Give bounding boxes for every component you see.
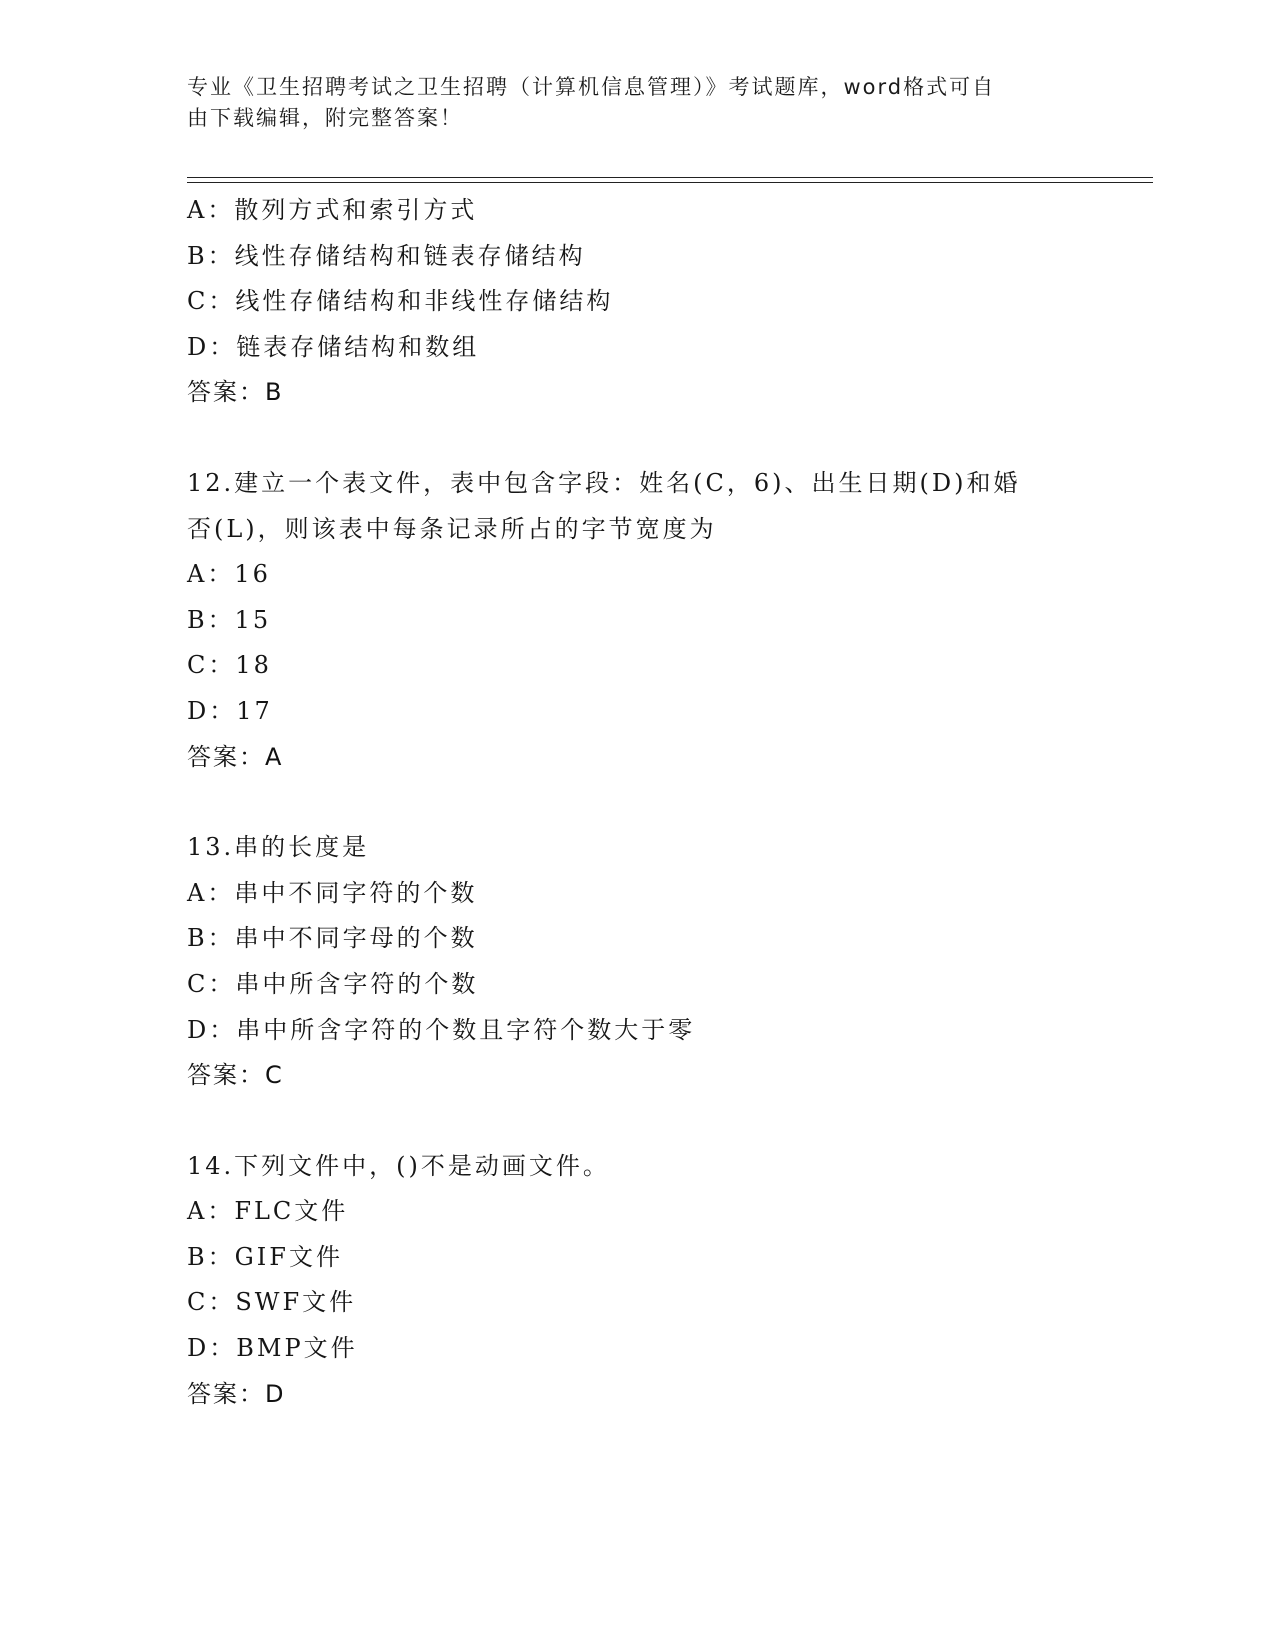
question-title-line-1: 12.建立一个表文件，表中包含字段：姓名(C，6)、出生日期(D)和婚	[187, 468, 1021, 497]
question-title: 14.下列文件中，()不是动画文件。	[187, 1151, 610, 1180]
answer-line: 答案：D	[187, 1379, 286, 1408]
answer-line: 答案：C	[187, 1061, 284, 1090]
option-a: A：散列方式和索引方式	[187, 196, 478, 224]
question-title: 13.串的长度是	[187, 833, 370, 862]
answer-line: 答案：A	[187, 742, 284, 771]
header-line-1: 专业《卫生招聘考试之卫生招聘（计算机信息管理）》考试题库，word格式可自	[187, 75, 996, 99]
option-c: C：线性存储结构和非线性存储结构	[187, 287, 614, 316]
option-a: A：16	[187, 560, 271, 589]
spacer	[187, 416, 1087, 461]
document-header	[187, 72, 1067, 134]
option-d: D：链表存储结构和数组	[187, 332, 480, 361]
header-divider-bottom	[187, 182, 1153, 183]
option-d: D：串中所含字符的个数且字符个数大于零	[187, 1015, 696, 1044]
question-block-13	[187, 825, 1087, 1099]
spacer	[187, 780, 1087, 825]
question-block-12	[187, 461, 1087, 780]
spacer	[187, 1099, 1087, 1144]
option-b: B：线性存储结构和链表存储结构	[187, 241, 586, 270]
answer-line: 答案：B	[187, 378, 284, 407]
option-c: C：18	[187, 651, 272, 680]
option-b: B：15	[187, 605, 272, 634]
question-title-line-2: 否(L)，则该表中每条记录所占的字节宽度为	[187, 514, 717, 543]
question-block-14	[187, 1144, 1087, 1418]
option-b: B：串中不同字母的个数	[187, 924, 478, 953]
header-divider-top	[187, 177, 1153, 178]
header-line-2: 由下载编辑，附完整答案！	[187, 106, 463, 130]
option-a: A：串中不同字符的个数	[187, 878, 478, 907]
option-a: A：FLC文件	[187, 1197, 349, 1226]
question-list	[187, 188, 1087, 1417]
option-c: C：SWF文件	[187, 1288, 357, 1317]
question-block-continued	[187, 188, 1087, 416]
option-d: D：17	[187, 696, 273, 725]
option-b: B：GIF文件	[187, 1242, 343, 1271]
option-c: C：串中所含字符的个数	[187, 969, 479, 998]
option-d: D：BMP文件	[187, 1334, 358, 1363]
